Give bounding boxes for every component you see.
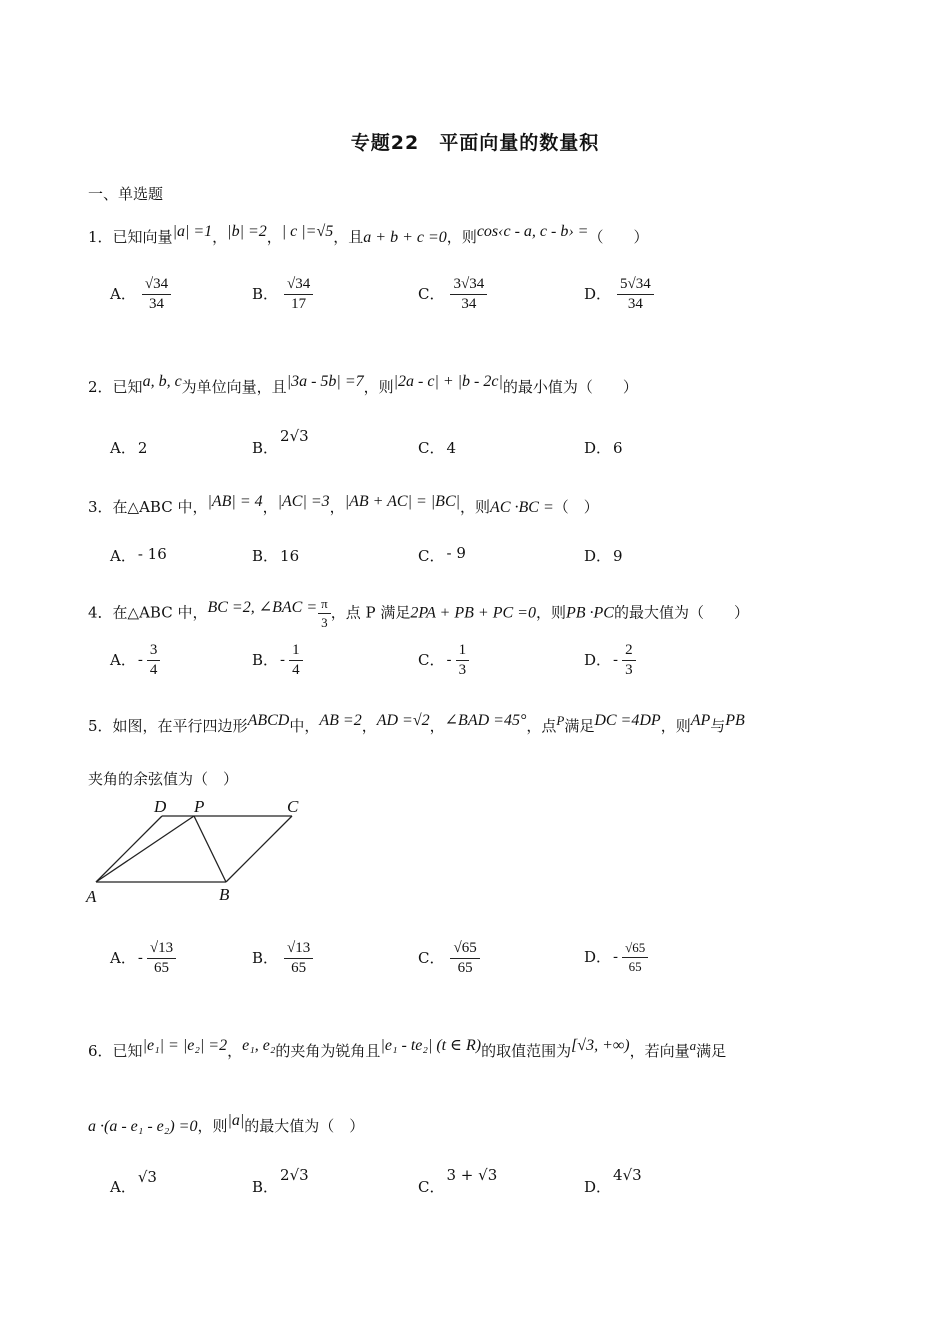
formula: ABCD [247, 712, 290, 729]
page-title: 专题22 平面向量的数量积 [350, 132, 600, 154]
question-6-line2: a ·(a - e₁ - e₂) =0，则|a|的最大值为（ ） [88, 1112, 365, 1135]
question-4: 4．在△ABC 中，BC =2, ∠BAC = $\frac{\pi}{3}$ ，点 P 满足2PA + PB + PC =0，则PB ·PC的最大值为（ ） [88, 596, 749, 630]
question-text: 则 [461, 228, 477, 246]
option-b[interactable]: B．2√3 [252, 1166, 309, 1196]
formula: AD =√2 [376, 712, 430, 729]
answer-paren: （ ） [588, 228, 649, 246]
option-a[interactable]: A．√3 [110, 1168, 157, 1196]
formula: 2PA + PB + PC =0 [410, 604, 536, 622]
formula: PB ·PC [565, 604, 614, 622]
formula: |AC| =3 [277, 493, 330, 510]
parallelogram-figure [82, 792, 322, 910]
formula: a ·(a - e₁ - e₂) =0 [88, 1118, 198, 1135]
option-c[interactable]: C． - $\frac{1}{3}$ [418, 642, 469, 679]
question-number: 2． [88, 378, 113, 396]
label-b: B [219, 885, 230, 904]
option-c[interactable]: C． - 9 [418, 544, 466, 565]
question-1: 1．已知向量|a| =1，|b| =2，| c |=√5，且a + b + c =0，则cos‹c - a, c - b› =（ ） [88, 223, 649, 246]
formula: |a| =1 [172, 223, 213, 240]
label-c: C [287, 797, 299, 816]
formula: a, b, c [142, 373, 182, 390]
question-text: 已知向量 [112, 228, 173, 246]
question-number: 1． [88, 228, 113, 246]
formula: | c |=√5 [281, 223, 334, 240]
formula: |2a - c| + |b - 2c| [393, 373, 503, 390]
question-5-line2: 夹角的余弦值为（ ） [88, 770, 239, 788]
question-3: 3．在△ABC 中，|AB| = 4，|AC| =3，|AB + AC| = |BC|，则AC ·BC =（ ） [88, 493, 599, 516]
formula: |AB + AC| = |BC| [344, 493, 461, 510]
question-text: 且 [348, 228, 364, 246]
segment-ap [96, 816, 194, 882]
option-b[interactable]: B． - $\frac{1}{4}$ [252, 642, 303, 679]
option-a[interactable]: A． 2 [110, 439, 148, 457]
question-number: 5． [88, 717, 113, 735]
option-d[interactable]: D． - $\frac{2}{3}$ [584, 642, 636, 679]
option-b[interactable]: B． $\frac{√34}{17}$ [252, 276, 313, 313]
label-d: D [154, 797, 167, 816]
option-c[interactable]: C． 4 [418, 439, 457, 457]
formula: |3a - 5b| =7 [286, 373, 364, 390]
question-number: 3． [88, 498, 113, 516]
option-b[interactable]: B． 16 [252, 547, 300, 565]
formula: PB [725, 712, 745, 729]
formula: |a| [227, 1112, 245, 1129]
label-p: P [194, 797, 205, 816]
formula: [√3, +∞) [571, 1037, 630, 1054]
formula: DC =4DP [594, 712, 661, 729]
option-b[interactable]: B．2√3 [252, 427, 309, 457]
option-a[interactable]: A． - $\frac{3}{4}$ [110, 642, 160, 679]
formula: a + b + c =0 [363, 229, 447, 246]
formula: ∠BAD =45° [444, 712, 527, 729]
formula: |e₁| = |e₂| =2 [142, 1037, 228, 1054]
formula: e₁, e₂ [242, 1037, 276, 1054]
option-c[interactable]: C． $\frac{√65}{65}$ [418, 940, 480, 977]
edge-bc [226, 816, 292, 882]
formula: BC =2, ∠BAC = [207, 598, 318, 616]
edge-ad [96, 816, 162, 882]
formula: |e₁ - te₂| (t ∈ R) [380, 1037, 482, 1054]
question-number: 6． [88, 1042, 113, 1060]
option-a[interactable]: A． - $\frac{√13}{65}$ [110, 940, 176, 977]
formula: AC ·BC = [490, 499, 554, 516]
option-d[interactable]: D． $\frac{5√34}{34}$ [584, 276, 654, 313]
question-number: 4． [88, 603, 113, 622]
label-a: A [86, 887, 97, 906]
option-d[interactable]: D．4√3 [584, 1166, 642, 1196]
formula: |b| =2 [227, 223, 267, 240]
formula: AB =2 [319, 712, 362, 729]
formula: cos‹c - a, c - b› = [476, 223, 589, 240]
option-c[interactable]: C．3 + √3 [418, 1166, 498, 1196]
formula: |AB| = 4 [207, 493, 263, 510]
question-5: 5．如图，在平行四边形ABCD中，AB =2，AD =√2，∠BAD =45°，点P满足DC =4DP，则AP与PB [88, 712, 745, 735]
option-b[interactable]: B． $\frac{√13}{65}$ [252, 940, 313, 977]
section-heading: 一、单选题 [88, 185, 164, 203]
option-d[interactable]: D． 9 [584, 547, 623, 565]
option-d[interactable]: D． - $\frac{√65}{65}$ [584, 940, 648, 975]
option-c[interactable]: C． $\frac{3√34}{34}$ [418, 276, 487, 313]
option-a[interactable]: A． - 16 [110, 545, 167, 565]
segment-pb [194, 816, 226, 882]
formula: AP [690, 712, 711, 729]
option-a[interactable]: A． $\frac{√34}{34}$ [110, 276, 171, 313]
question-6: 6．已知|e₁| = |e₂| =2，e₁, e₂的夹角为锐角且|e₁ - te₂| (t ∈ R)的取值范围为[√3, +∞)，若向量a满足 [88, 1037, 727, 1060]
question-2: 2．已知a, b, c为单位向量，且|3a - 5b| =7，则|2a - c| + |b - 2c|的最小值为（ ） [88, 373, 638, 396]
option-d[interactable]: D． 6 [584, 439, 623, 457]
